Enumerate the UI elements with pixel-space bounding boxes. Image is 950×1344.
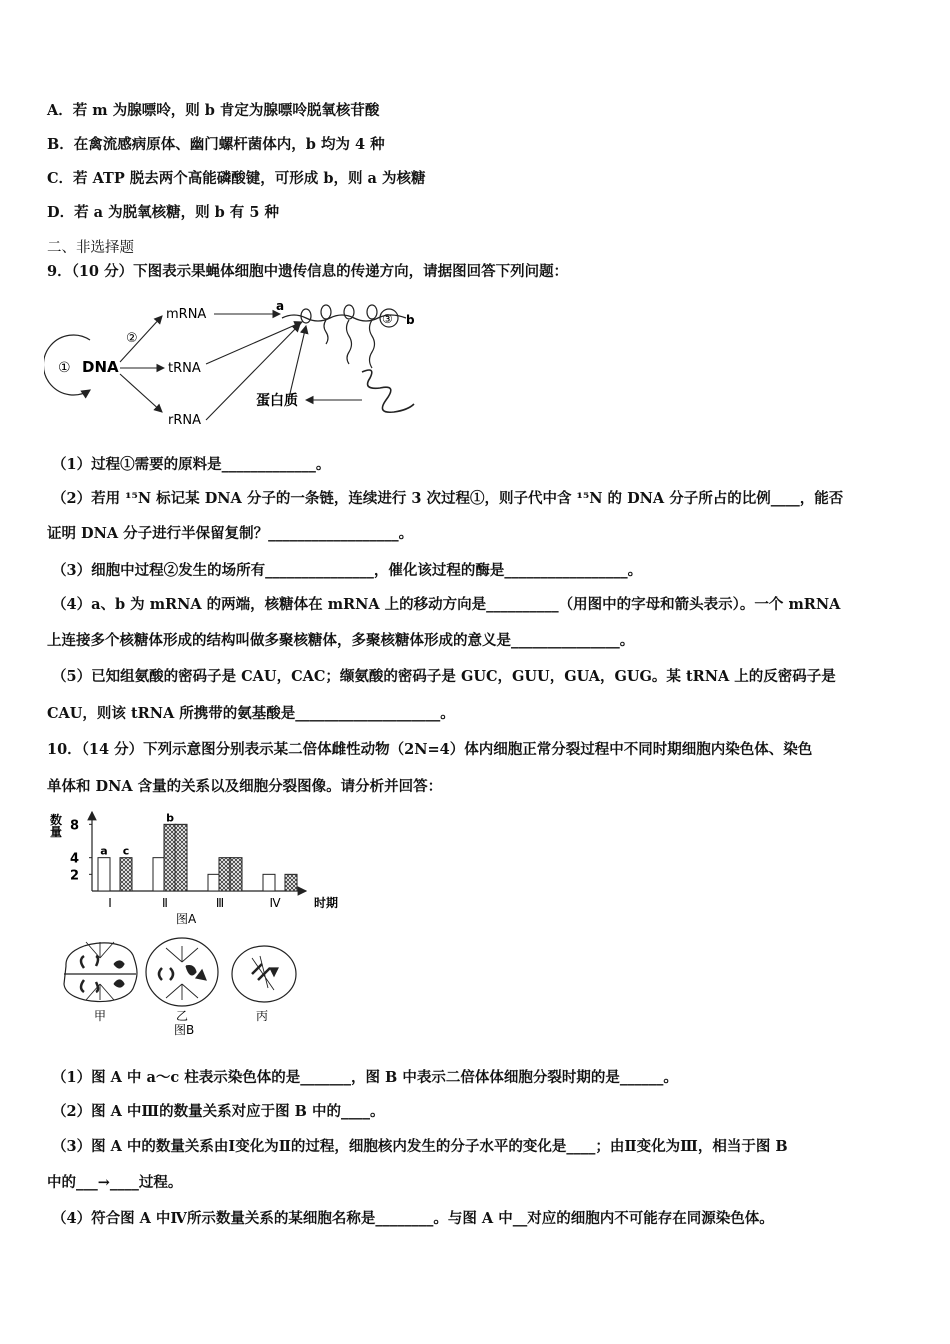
option-b: B．在禽流感病原体、幽门螺杆菌体内，b 均为 4 种 — [47, 136, 385, 153]
q10-sub1: （1）图 A 中 a～c 柱表示染色体的是_______，图 B 中表示二倍体体细胞分裂时期的是______。 — [52, 1069, 678, 1086]
q10-sub3-line1: （3）图 A 中的数量关系由Ⅰ变化为Ⅱ的过程，细胞核内发生的分子水平的变化是____；由Ⅱ变化为Ⅲ，相当于图 B — [52, 1138, 788, 1155]
protein-label: 蛋白质 — [256, 393, 298, 409]
figure-a-chart — [44, 808, 364, 928]
figure-b-cells — [56, 928, 306, 1038]
q10-sub2: （2）图 A 中Ⅲ的数量关系对应于图 B 中的____。 — [52, 1103, 385, 1120]
series-label-c: c — [122, 844, 130, 858]
mrna-end-a: a — [276, 299, 285, 313]
q9-sub5-line1: （5）已知组氨酸的密码子是 CAU，CAC；缬氨酸的密码子是 GUC，GUU，GUA，GUG。某 tRNA 上的反密码子是 — [52, 668, 836, 685]
q9-sub2-line2: 证明 DNA 分子进行半保留复制？__________________。 — [47, 525, 414, 542]
cell-yi — [146, 938, 218, 1006]
rrna-label: rRNA — [168, 413, 201, 428]
x-axis-label: 时期 — [314, 896, 339, 910]
x-tick-label: Ⅳ — [269, 896, 281, 910]
bar-a-1 — [98, 858, 110, 891]
series-label-a: a — [100, 844, 108, 858]
mrna-end-b: b — [406, 313, 415, 327]
bar-a-3 — [208, 874, 220, 891]
q9-sub4-line1: （4）a、b 为 mRNA 的两端，核糖体在 mRNA 上的移动方向是__________（用图中的字母和箭头表示）。一个 mRNA — [52, 596, 841, 613]
q9-stem: 9．（10 分）下图表示果蝇体细胞中遗传信息的传递方向，请据图回答下列问题： — [47, 263, 569, 280]
bar-b-3 — [219, 858, 231, 891]
trna-label: tRNA — [168, 361, 201, 376]
cell-jia — [64, 942, 137, 1002]
option-a: A．若 m 为腺嘌呤，则 b 肯定为腺嘌呤脱氧核苷酸 — [47, 102, 380, 119]
bar-c-3 — [230, 858, 242, 891]
y-tick-label: 2 — [70, 868, 80, 884]
q9-sub5-line2: CAU，则该 tRNA 所携带的氨基酸是____________________。 — [47, 705, 455, 722]
q9-sub3: （3）细胞中过程②发生的场所有_______________，催化该过程的酶是_________________。 — [52, 562, 643, 579]
bar-b-2 — [164, 824, 176, 891]
q9-sub1: （1）过程①需要的原料是_____________。 — [52, 456, 331, 473]
option-d: D．若 a 为脱氧核糖，则 b 有 5 种 — [47, 204, 279, 221]
process-3-label: ③ — [382, 312, 393, 326]
x-tick-label: Ⅲ — [215, 896, 225, 910]
y-axis-label: 数 — [50, 813, 63, 827]
y-tick-label: 8 — [70, 818, 80, 834]
y-axis-label-2: 量 — [50, 825, 63, 839]
cell-jia-label: 甲 — [94, 1009, 107, 1023]
figure-b-title: 图B — [174, 1023, 195, 1037]
bar-c-4 — [285, 874, 297, 891]
series-label-b: b — [166, 811, 174, 825]
option-c: C．若 ATP 脱去两个高能磷酸键，可形成 b，则 a 为核糖 — [47, 170, 426, 187]
chart-title: 图A — [176, 912, 197, 926]
q9-sub4-line2: 上连接多个核糖体形成的结构叫做多聚核糖体，多聚核糖体形成的意义是_______________。 — [47, 632, 635, 649]
process-2-label: ② — [126, 331, 138, 346]
cell-yi-label: 乙 — [176, 1009, 189, 1023]
q10-sub3-line2: 中的___→____过程。 — [47, 1174, 183, 1191]
section-title: 二、非选择题 — [47, 240, 134, 256]
q9-sub2-line1: （2）若用 ¹⁵N 标记某 DNA 分子的一条链，连续进行 3 次过程①，则子代中含 ¹⁵N 的 DNA 分子所占的比例____，能否 — [52, 490, 844, 507]
process-1-label: ① — [58, 360, 71, 376]
cell-bing — [232, 946, 296, 1002]
q10-stem-line2: 单体和 DNA 含量的关系以及细胞分裂图像。请分析并回答： — [47, 778, 443, 795]
x-tick-label: Ⅰ — [108, 896, 112, 910]
q10-sub4: （4）符合图 A 中Ⅳ所示数量关系的某细胞名称是________。与图 A 中__对应的细胞内不可能存在同源染色体。 — [52, 1210, 774, 1227]
protein-chain — [362, 370, 414, 412]
x-tick-label: Ⅱ — [162, 896, 168, 910]
bar-c-2 — [175, 824, 187, 891]
mrna-label: mRNA — [166, 307, 207, 322]
cell-bing-label: 丙 — [256, 1009, 269, 1023]
bar-a-2 — [153, 858, 165, 891]
q9-figure — [44, 292, 424, 432]
bar-a-4 — [263, 874, 275, 891]
dna-label: DNA — [82, 358, 119, 376]
bar-c-1 — [120, 858, 132, 891]
y-tick-label: 4 — [70, 851, 80, 867]
q10-stem-line1: 10．（14 分）下列示意图分别表示某二倍体雌性动物（2N=4）体内细胞正常分裂过程中不同时期细胞内染色体、染色 — [47, 741, 813, 758]
